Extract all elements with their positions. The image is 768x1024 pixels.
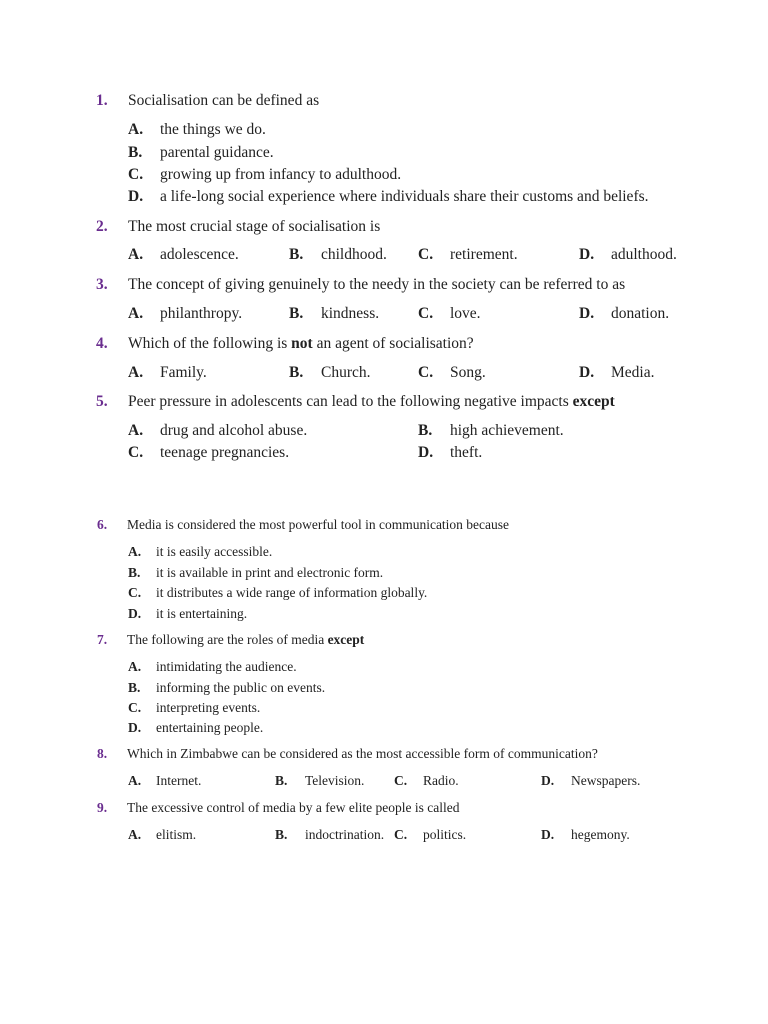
option-letter: B. [128, 144, 143, 161]
option-letter: D. [128, 720, 142, 735]
option-text: donation. [611, 305, 670, 322]
emphasis: except [327, 632, 365, 647]
option-text: intimidating the audience. [156, 659, 297, 674]
option-letter: C. [418, 305, 434, 322]
question-number: 1. [96, 92, 108, 109]
question-number: 7. [97, 632, 108, 647]
option-text: teenage pregnancies. [160, 444, 290, 461]
option-letter: C. [128, 444, 144, 461]
option-text: childhood. [321, 246, 387, 263]
option-letter: D. [541, 773, 555, 788]
option-letter: B. [128, 565, 141, 580]
option-letter: A. [128, 773, 142, 788]
question-number: 9. [97, 800, 108, 815]
option-text: entertaining people. [156, 720, 264, 735]
option-letter: C. [128, 585, 142, 600]
question-stem: The most crucial stage of socialisation is [128, 218, 381, 235]
option-letter: A. [128, 305, 144, 322]
question-stem: The following are the roles of media except [127, 632, 365, 647]
option-letter: D. [579, 246, 595, 263]
option-letter: B. [128, 680, 141, 695]
option-letter: C. [418, 364, 434, 381]
option-letter: A. [128, 422, 144, 439]
question-number: 4. [96, 335, 108, 352]
option-text: interpreting events. [156, 700, 261, 715]
option-letter: A. [128, 246, 144, 263]
question-stem: The excessive control of media by a few elite people is called [127, 800, 460, 815]
option-letter: C. [418, 246, 434, 263]
option-text: theft. [450, 444, 483, 461]
option-text: Newspapers. [571, 773, 641, 788]
option-letter: D. [579, 364, 595, 381]
question-stem: Which of the following is not an agent of socialisation? [128, 335, 474, 352]
option-text: parental guidance. [160, 144, 274, 161]
option-letter: A. [128, 121, 144, 138]
option-letter: A. [128, 659, 142, 674]
question-stem: Media is considered the most powerful tool in communication because [127, 517, 510, 532]
emphasis: not [291, 335, 313, 352]
option-letter: C. [128, 700, 142, 715]
question-number: 6. [97, 517, 108, 532]
option-letter: D. [418, 444, 434, 461]
option-text: politics. [423, 827, 467, 842]
emphasis: except [572, 393, 615, 410]
option-text: adulthood. [611, 246, 677, 263]
question-stem: The concept of giving genuinely to the needy in the society can be referred to as [128, 276, 626, 293]
option-text: a life-long social experience where individuals share their customs and beliefs. [160, 188, 649, 205]
option-letter: D. [128, 188, 144, 205]
option-text: high achievement. [450, 422, 564, 439]
option-text: growing up from infancy to adulthood. [160, 166, 402, 183]
option-letter: D. [128, 606, 142, 621]
option-text: kindness. [321, 305, 380, 322]
option-text: love. [450, 305, 481, 322]
option-text: indoctrination. [305, 827, 385, 842]
option-text: it is entertaining. [156, 606, 248, 621]
option-text: retirement. [450, 246, 518, 263]
question-number: 2. [96, 218, 108, 235]
option-text: it is available in print and electronic form. [156, 565, 384, 580]
option-text: philanthropy. [160, 305, 243, 322]
question-number: 5. [96, 393, 108, 410]
option-letter: C. [394, 827, 408, 842]
option-letter: D. [579, 305, 595, 322]
question-number: 8. [97, 746, 108, 761]
option-text: informing the public on events. [156, 680, 326, 695]
question-stem: Which in Zimbabwe can be considered as the most accessible form of communication? [127, 746, 598, 761]
option-text: Radio. [423, 773, 459, 788]
option-letter: D. [541, 827, 555, 842]
option-text: drug and alcohol abuse. [160, 422, 308, 439]
option-letter: A. [128, 544, 142, 559]
option-letter: C. [394, 773, 408, 788]
option-text: Song. [450, 364, 486, 381]
option-text: it distributes a wide range of information globally. [156, 585, 428, 600]
option-text: it is easily accessible. [156, 544, 273, 559]
option-text: Family. [160, 364, 207, 381]
option-letter: C. [128, 166, 144, 183]
option-text: hegemony. [571, 827, 630, 842]
question-stem: Peer pressure in adolescents can lead to the following negative impacts except [128, 393, 615, 410]
option-text: Television. [305, 773, 365, 788]
option-text: elitism. [156, 827, 197, 842]
option-text: Media. [611, 364, 655, 381]
option-letter: A. [128, 827, 142, 842]
option-letter: B. [289, 364, 304, 381]
question-number: 3. [96, 276, 108, 293]
option-text: the things we do. [160, 121, 266, 138]
option-letter: B. [275, 827, 288, 842]
option-text: Internet. [156, 773, 202, 788]
option-text: adolescence. [160, 246, 239, 263]
option-letter: A. [128, 364, 144, 381]
question-stem: Socialisation can be defined as [128, 92, 320, 109]
option-text: Church. [321, 364, 371, 381]
option-letter: B. [289, 246, 304, 263]
option-letter: B. [289, 305, 304, 322]
option-letter: B. [275, 773, 288, 788]
option-letter: B. [418, 422, 433, 439]
